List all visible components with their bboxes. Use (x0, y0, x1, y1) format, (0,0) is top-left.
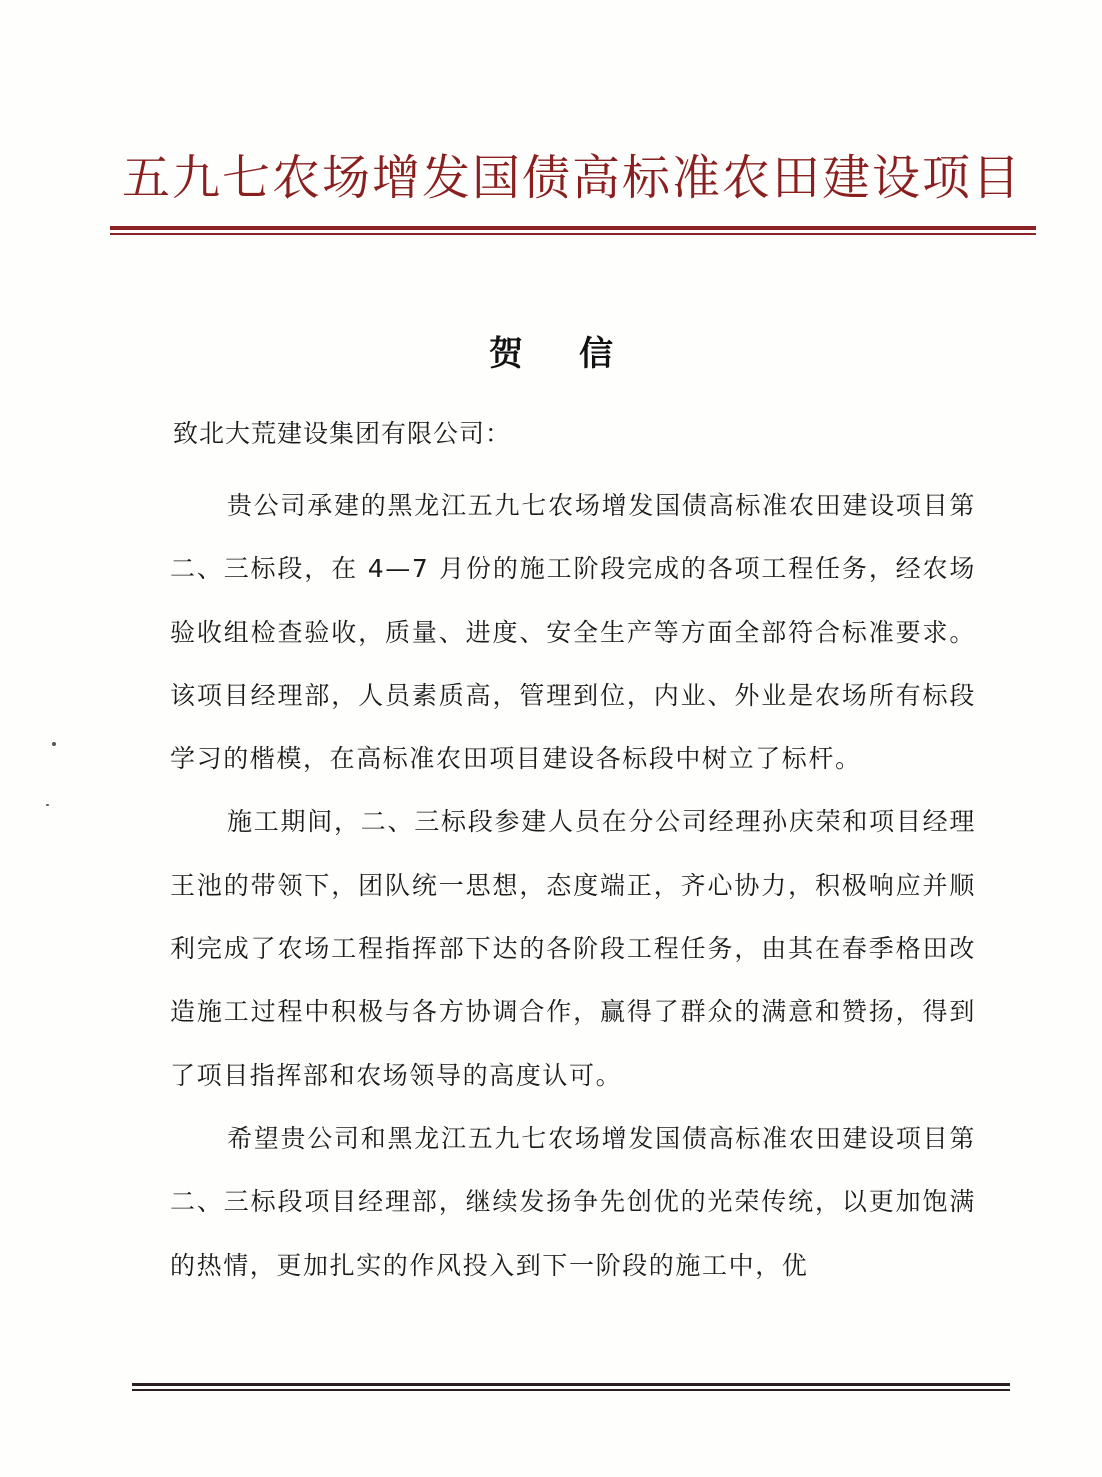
letter-title: 贺信 (489, 334, 669, 374)
footer-rule (132, 1383, 1010, 1391)
letter-salutation: 致北大荒建设集团有限公司： (173, 419, 512, 448)
letterhead-title: 五九七农场增发国债高标准农田建设项目 (121, 150, 1022, 206)
letter-paragraph: 贵公司承建的黑龙江五九七农场增发国债高标准农田建设项目第二、三标段，在 4—7 月份的施工阶段完成的各项工程任务，经农场验收组检查验收，质量、进度、安全生产等方面全部符合标准要求。该项目经理部，人员素质高，管理到位，内业、外业是农场所有标段学习的楷模，在高标准农田项目建设各标段中树立了标杆。 (170, 491, 976, 774)
scan-speck (52, 742, 56, 746)
letter-body (170, 474, 976, 1297)
letter-paragraph: 希望贵公司和黑龙江五九七农场增发国债高标准农田建设项目第二、三标段项目经理部，继续发扬争先创优的光荣传统，以更加饱满的热情，更加扎实的作风投入到下一阶段的施工中，优 (170, 1123, 976, 1280)
scan-speck (46, 804, 49, 806)
letterhead-rule (110, 226, 1036, 235)
letter-paragraph: 施工期间，二、三标段参建人员在分公司经理孙庆荣和项目经理王池的带领下，团队统一思想，态度端正，齐心协力，积极响应并顺利完成了农场工程指挥部下达的各阶段工程任务，由其在春季格田改造施工过程中积极与各方协调合作，赢得了群众的满意和赞扬，得到了项目指挥部和农场领导的高度认可。 (170, 807, 976, 1090)
